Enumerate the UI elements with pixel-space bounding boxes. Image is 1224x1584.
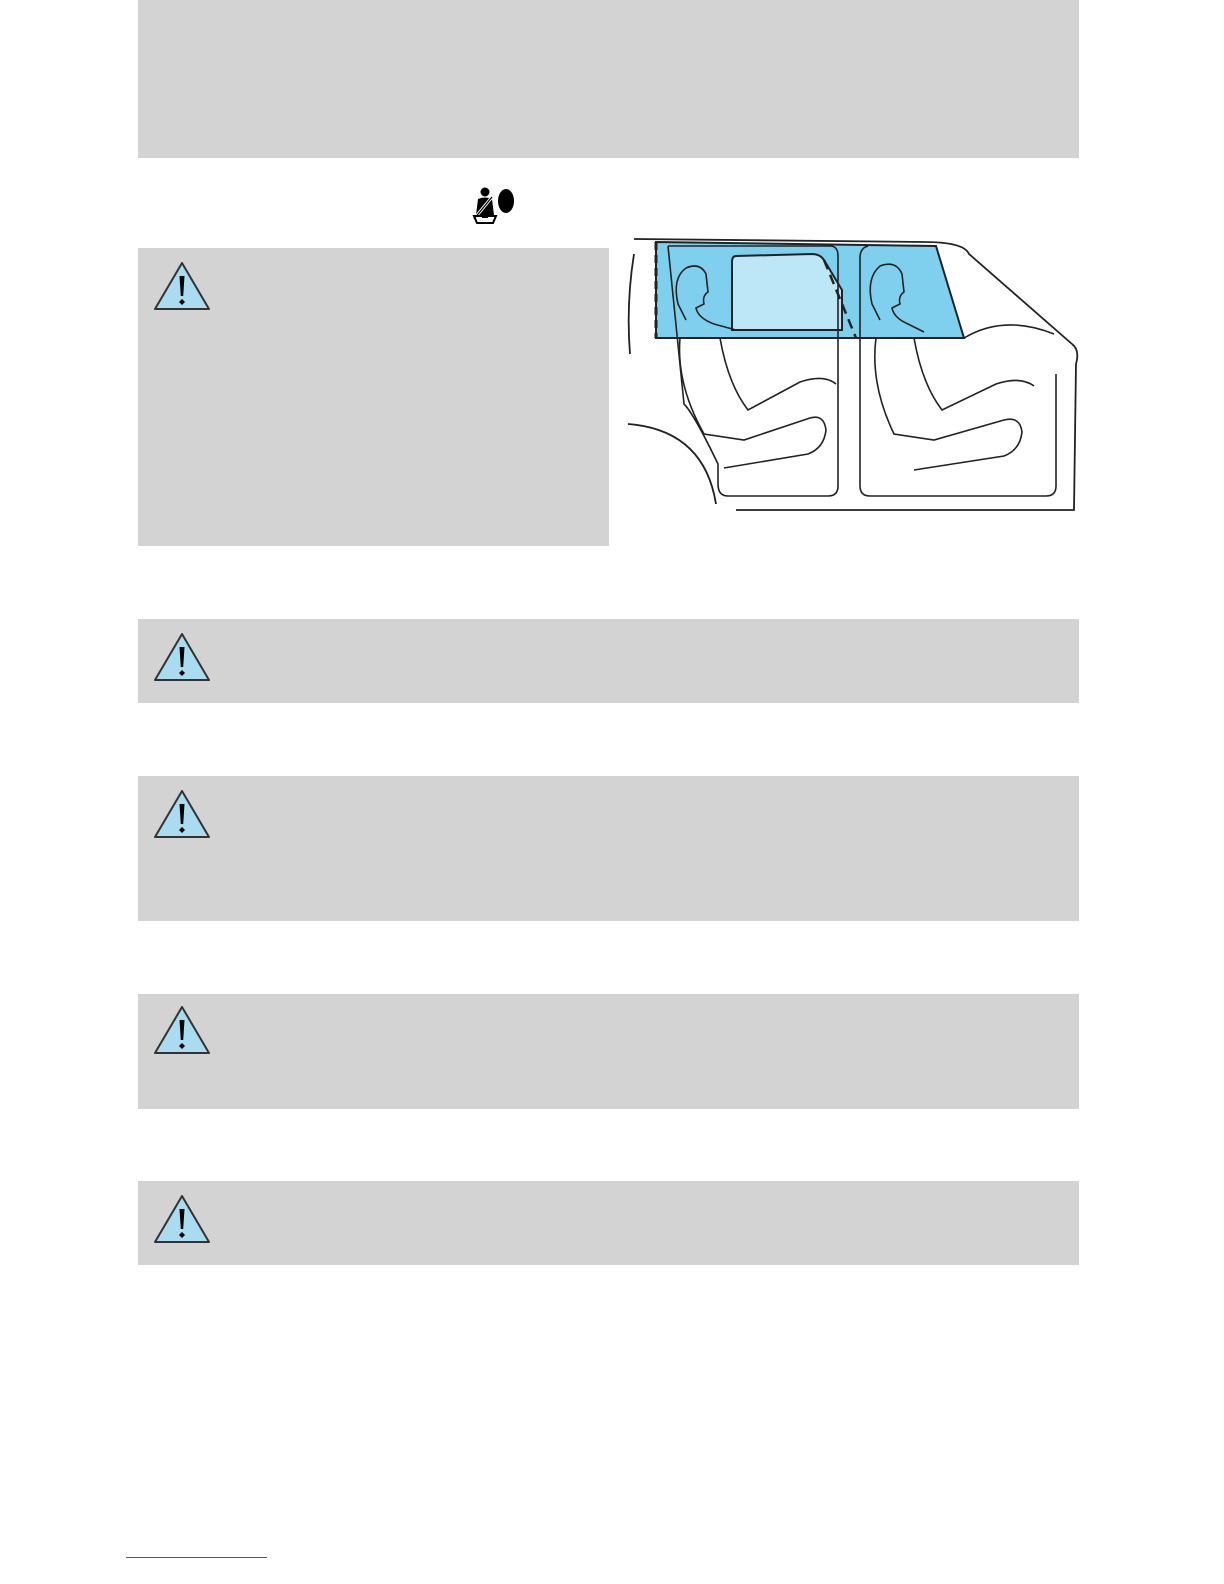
warning-box-1 (138, 248, 609, 546)
warning-triangle-icon (152, 1193, 212, 1245)
warning-box-2 (138, 619, 1079, 703)
warning-triangle-icon (152, 1004, 212, 1056)
warning-box-3 (138, 776, 1079, 921)
warning-triangle-icon (152, 788, 212, 840)
footer-link-underline[interactable] (126, 1557, 267, 1558)
warning-box-4 (138, 994, 1079, 1109)
side-curtain-airbag-diagram (624, 234, 1084, 516)
warning-triangle-icon (152, 260, 212, 312)
seatbelt-airbag-icon (468, 185, 516, 225)
page-header-band (138, 0, 1079, 158)
warning-triangle-icon (152, 631, 212, 683)
warning-box-5 (138, 1181, 1079, 1265)
